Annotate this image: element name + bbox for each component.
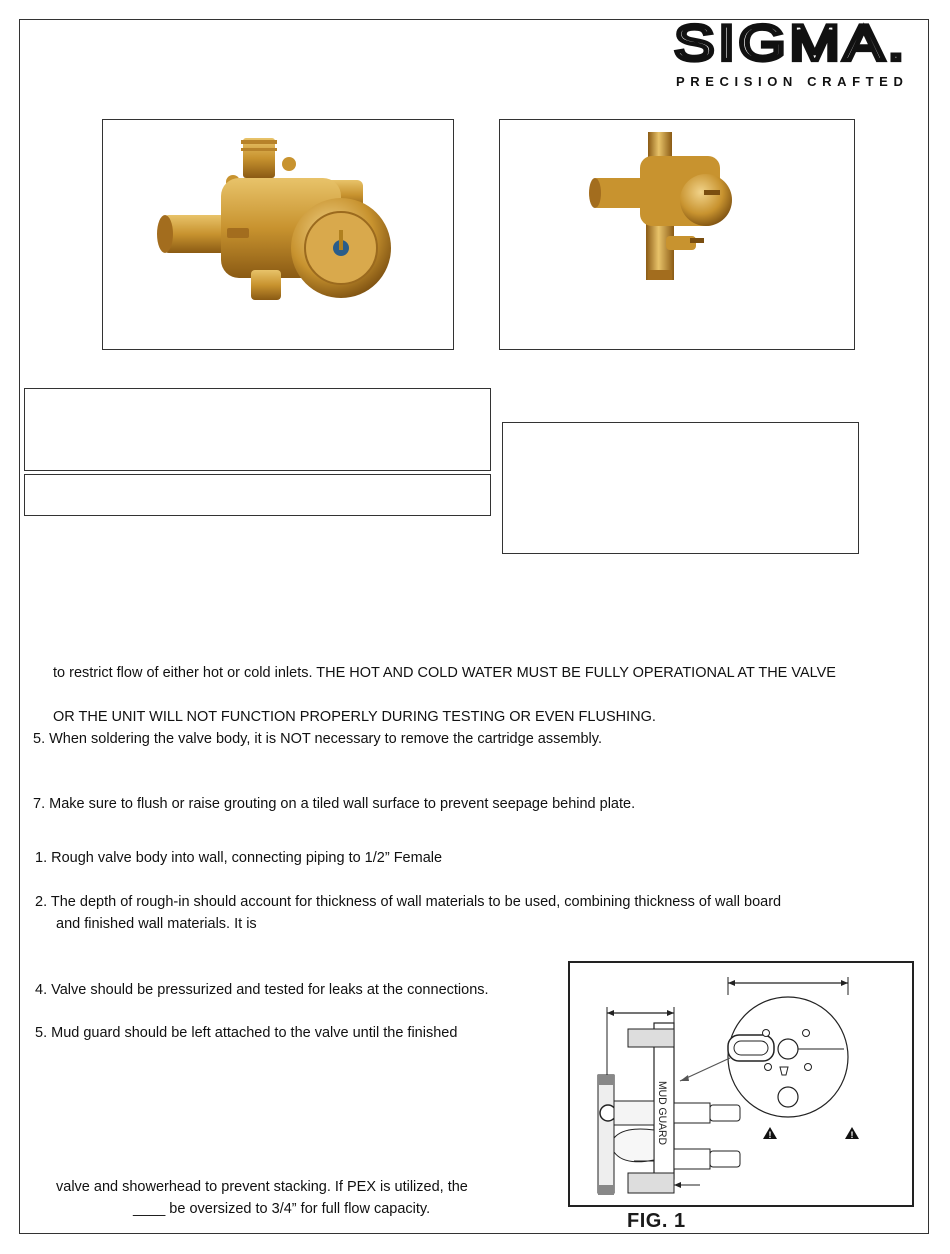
valve-with-diverter-icon — [500, 120, 854, 349]
text-line-restrict-flow: to restrict flow of either hot or cold inlets. THE HOT AND COLD WATER MUST BE FULLY OPERATIONAL AT THE VALVE — [53, 665, 836, 681]
warning-triangle-icon — [845, 1127, 859, 1140]
product-photo-right — [499, 119, 855, 350]
text-line-depth: 2. The depth of rough-in should account for thickness of wall materials to be used, combining thickness of wall board — [35, 894, 782, 910]
text-line-pressurized: 4. Valve should be pressurized and tested for leaks at the connections. — [35, 982, 489, 998]
text-line-mud-guard: 5. Mud guard should be left attached to the valve until the finished — [35, 1025, 458, 1041]
text-line-unit-warning: OR THE UNIT WILL NOT FUNCTION PROPERLY DURING TESTING OR EVEN FLUSHING. — [53, 709, 656, 725]
text-line-finished-wall: and finished wall materials. It is — [56, 916, 257, 932]
valve-diagram — [570, 963, 912, 1205]
text-line-grouting: 7. Make sure to flush or raise grouting on a tiled wall surface to prevent seepage behind plate. — [33, 796, 636, 812]
product-photo-left — [102, 119, 454, 350]
svg-text:!: ! — [768, 1130, 772, 1140]
logo-tagline: PRECISION CRAFTED — [676, 74, 909, 89]
text-line-rough-valve: 1. Rough valve body into wall, connecting piping to 1/2” Female — [35, 850, 443, 866]
pressure-balance-valve-body-icon — [103, 120, 453, 349]
text-line-oversized: ____ be oversized to 3/4” for full flow capacity. — [133, 1201, 431, 1217]
sigma-logo — [672, 20, 912, 66]
figure-1-box — [568, 961, 914, 1207]
info-box-bottom-left — [24, 474, 491, 516]
svg-text:!: ! — [850, 1130, 854, 1140]
info-box-right — [502, 422, 859, 554]
text-line-pex: valve and showerhead to prevent stacking. If PEX is utilized, the — [56, 1179, 468, 1195]
text-line-soldering: 5. When soldering the valve body, it is NOT necessary to remove the cartridge assembly. — [33, 731, 602, 747]
figure-caption: FIG. 1 — [627, 1210, 686, 1232]
info-box-top-left — [24, 388, 491, 471]
mud-guard-label: MUD GUARD — [656, 1081, 668, 1149]
logo-wordmark: SIGMA. — [674, 20, 908, 66]
warning-triangle-icon — [763, 1127, 777, 1140]
